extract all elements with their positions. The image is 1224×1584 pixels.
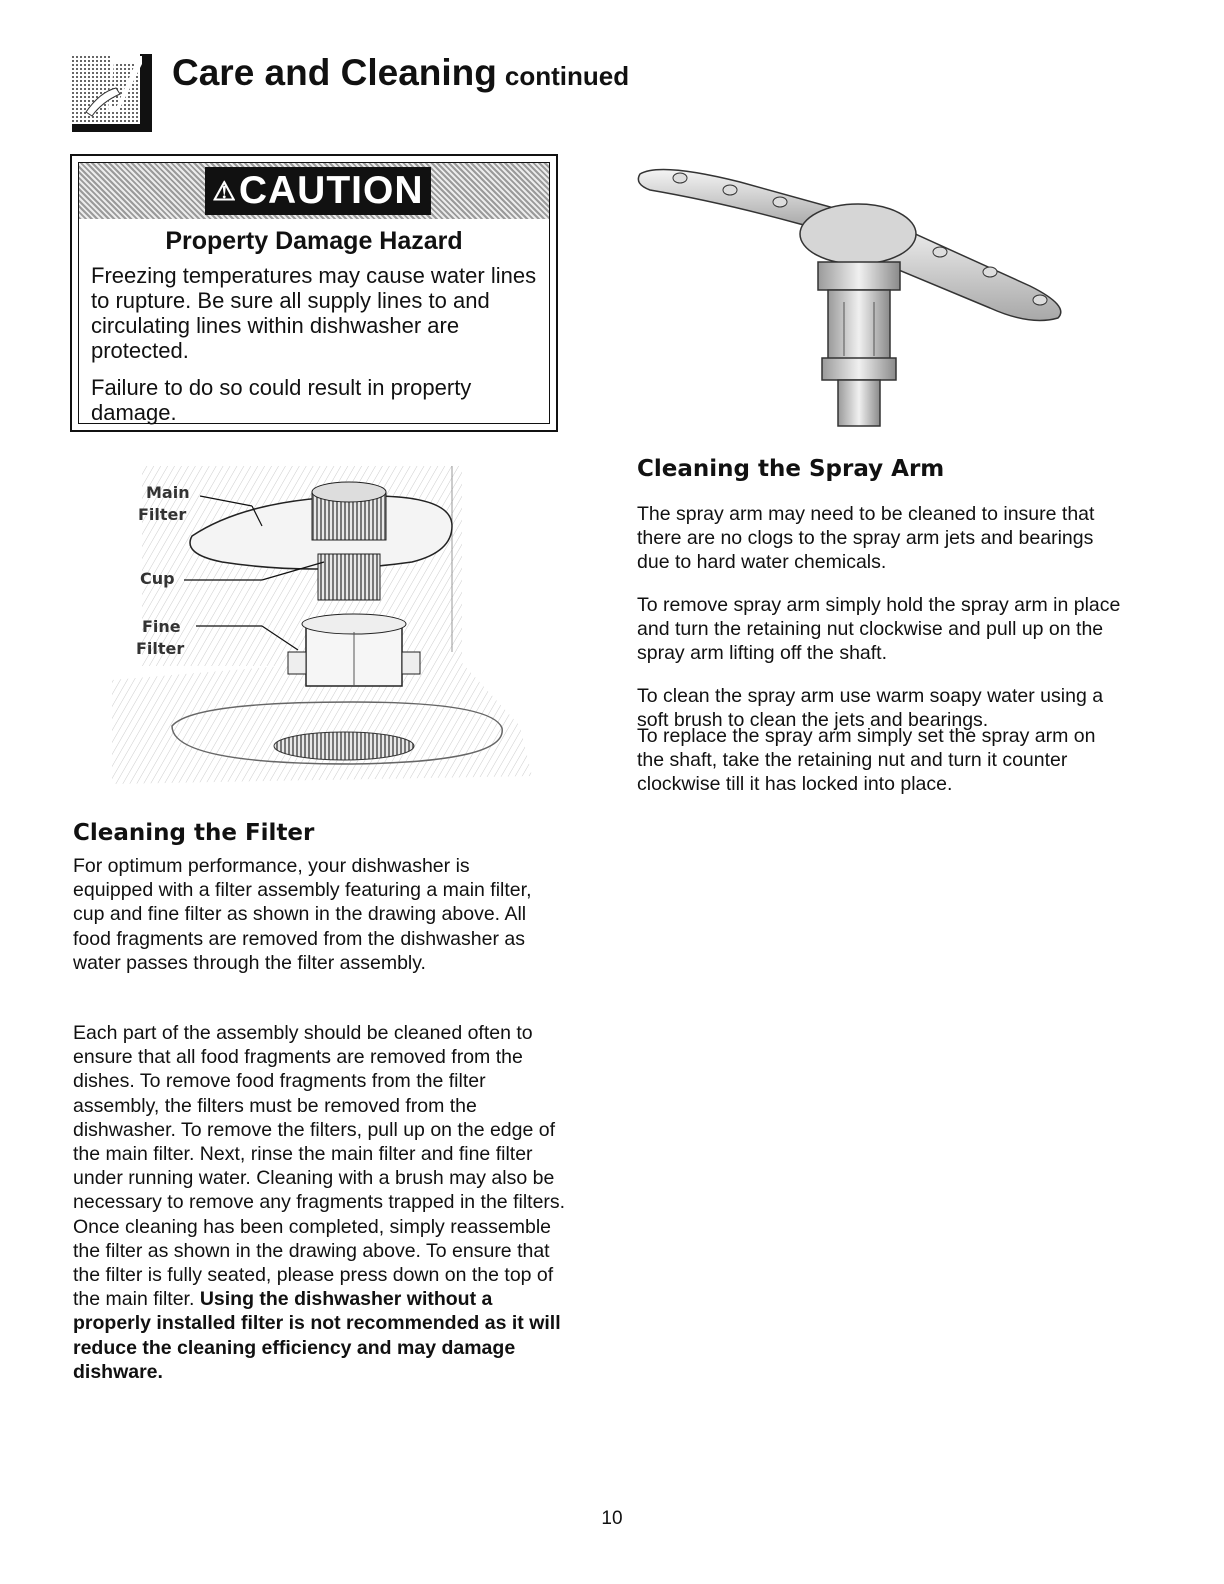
page-number: 10 bbox=[601, 1508, 623, 1529]
caution-box bbox=[70, 154, 558, 432]
spray-paragraph-2: To remove spray arm simply hold the spray arm in place and turn the retaining nut clockwise and pull up on the spray arm lifting off the shaft. bbox=[637, 594, 1121, 665]
warning-triangle-icon: ⚠ bbox=[212, 176, 237, 206]
filter-paragraph-2 bbox=[73, 1021, 568, 1384]
caution-signal bbox=[205, 167, 431, 215]
care-cleaning-icon bbox=[72, 52, 154, 134]
filter-assembly-illustration bbox=[112, 466, 532, 796]
hazard-title: Property Damage Hazard bbox=[165, 227, 463, 255]
label-cup: Cup bbox=[140, 569, 175, 588]
caution-banner bbox=[79, 163, 549, 219]
spray-paragraph-4: To replace the spray arm simply set the spray arm on the shaft, take the retaining nut and turn it counter clockwise till it has locked into place. bbox=[637, 725, 1096, 796]
label-main-filter: Filter bbox=[138, 505, 187, 524]
caution-word: CAUTION bbox=[238, 169, 424, 212]
filter-paragraph-1: For optimum performance, your dishwasher is equipped with a filter assembly featuring a main filter, cup and fine filter as shown in the drawing above. All food fragments are removed from the dishwasher as water passes through the filter assembly. bbox=[73, 855, 532, 974]
label-fine: Fine bbox=[142, 617, 181, 636]
heading-cleaning-filter: Cleaning the Filter bbox=[73, 820, 315, 846]
caution-text-1: Freezing temperatures may cause water lines to rupture. Be sure all supply lines to and circulating lines within dishwasher are protected. bbox=[91, 263, 537, 363]
page-title bbox=[172, 52, 629, 94]
heading-cleaning-spray-arm: Cleaning the Spray Arm bbox=[637, 456, 945, 482]
title-text: Care and Cleaning bbox=[172, 52, 497, 93]
label-fine-filter: Filter bbox=[136, 639, 185, 658]
title-continued: continued bbox=[504, 61, 630, 91]
spray-arm-illustration bbox=[630, 162, 1070, 434]
spray-paragraph-3: To clean the spray arm use warm soapy water using a soft brush to clean the jets and bearings. bbox=[637, 685, 1104, 732]
filter-paragraph-2-text: Each part of the assembly should be cleaned often to ensure that all food fragments are removed from the dishes. To remove food fragments from the filter assembly, the filters must be removed from the dishwasher. To remove the filters, pull up on the edge of the main filter. Next, rinse the main filter and fine filter under running water. Cleaning with a brush may also be necessary to remove any fragments trapped in the filters. Once cleaning has been completed, simply reassemble the filter as shown in the drawing above. To ensure that the filter is fully seated, please press down on the top of the main filter. bbox=[73, 1022, 566, 1311]
label-main: Main bbox=[146, 483, 190, 502]
spray-paragraph-1: The spray arm may need to be cleaned to insure that there are no clogs to the spray arm jets and bearings due to hard water chemicals. bbox=[637, 503, 1095, 574]
caution-text-2: Failure to do so could result in property damage. bbox=[91, 375, 472, 425]
filter-warning-bold: Using the dishwasher without a properly installed filter is not recommended as it will reduce the cleaning efficiency and may damage dishware. bbox=[73, 1288, 561, 1383]
